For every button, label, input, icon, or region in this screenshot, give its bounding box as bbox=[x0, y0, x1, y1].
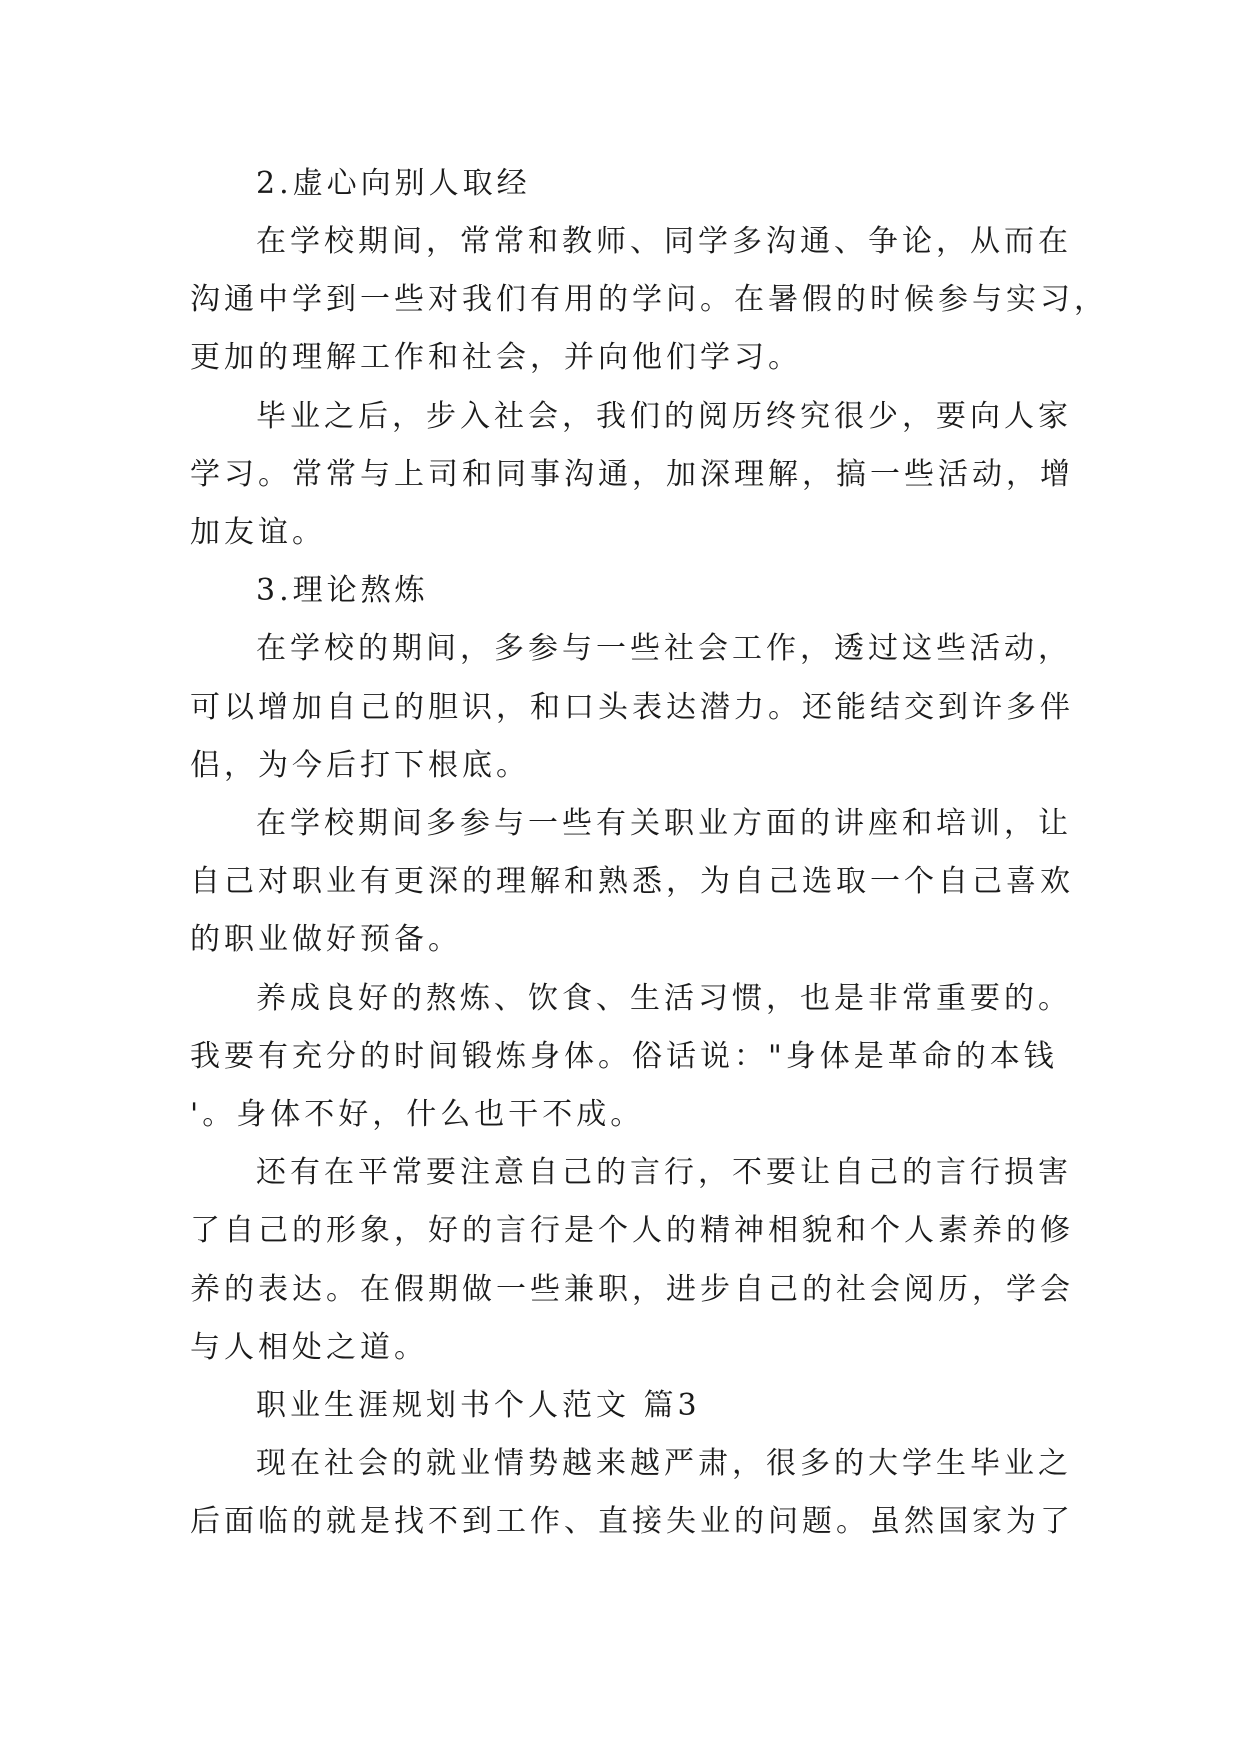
paragraph-line: 自己对职业有更深的理解和熟悉，为自己选取一个自己喜欢 bbox=[190, 864, 1074, 899]
paragraph-line: 沟通中学到一些对我们有用的学问。在暑假的时候参与实习， bbox=[190, 282, 1108, 317]
paragraph-line: 侣，为今后打下根底。 bbox=[190, 748, 530, 783]
paragraph-line: 更加的理解工作和社会，并向他们学习。 bbox=[190, 340, 802, 375]
paragraph-line: 我要有充分的时间锻炼身体。俗话说："身体是革命的本钱 bbox=[190, 1039, 1058, 1074]
paragraph-line: 学习。常常与上司和同事沟通，加深理解，搞一些活动，增 bbox=[190, 457, 1074, 492]
article-heading: 职业生涯规划书个人范文 篇3 bbox=[256, 1388, 701, 1423]
paragraph-line: 养的表达。在假期做一些兼职，进步自己的社会阅历，学会 bbox=[190, 1272, 1074, 1307]
paragraph-line: 的职业做好预备。 bbox=[190, 922, 462, 957]
paragraph-line: 后面临的就是找不到工作、直接失业的问题。虽然国家为了 bbox=[190, 1504, 1074, 1539]
paragraph-line: '。身体不好，什么也干不成。 bbox=[190, 1097, 645, 1132]
paragraph-line: 养成良好的熬炼、饮食、生活习惯，也是非常重要的。 bbox=[256, 981, 1072, 1016]
paragraph-line: 在学校的期间，多参与一些社会工作，透过这些活动， bbox=[256, 631, 1072, 666]
paragraph-line: 与人相处之道。 bbox=[190, 1330, 428, 1365]
section-heading-3: 3.理论熬炼 bbox=[256, 573, 429, 608]
section-heading-2: 2.虚心向别人取经 bbox=[256, 166, 531, 201]
paragraph-line: 在学校期间多参与一些有关职业方面的讲座和培训，让 bbox=[256, 806, 1072, 841]
paragraph-line: 了自己的形象，好的言行是个人的精神相貌和个人素养的修 bbox=[190, 1213, 1074, 1248]
paragraph-line: 现在社会的就业情势越来越严肃，很多的大学生毕业之 bbox=[256, 1446, 1072, 1481]
paragraph-line: 还有在平常要注意自己的言行，不要让自己的言行损害 bbox=[256, 1155, 1072, 1190]
paragraph-line: 可以增加自己的胆识，和口头表达潜力。还能结交到许多伴 bbox=[190, 690, 1074, 725]
paragraph-line: 加友谊。 bbox=[190, 515, 326, 550]
paragraph-line: 在学校期间，常常和教师、同学多沟通、争论，从而在 bbox=[256, 224, 1072, 259]
paragraph-line: 毕业之后，步入社会，我们的阅历终究很少，要向人家 bbox=[256, 399, 1072, 434]
